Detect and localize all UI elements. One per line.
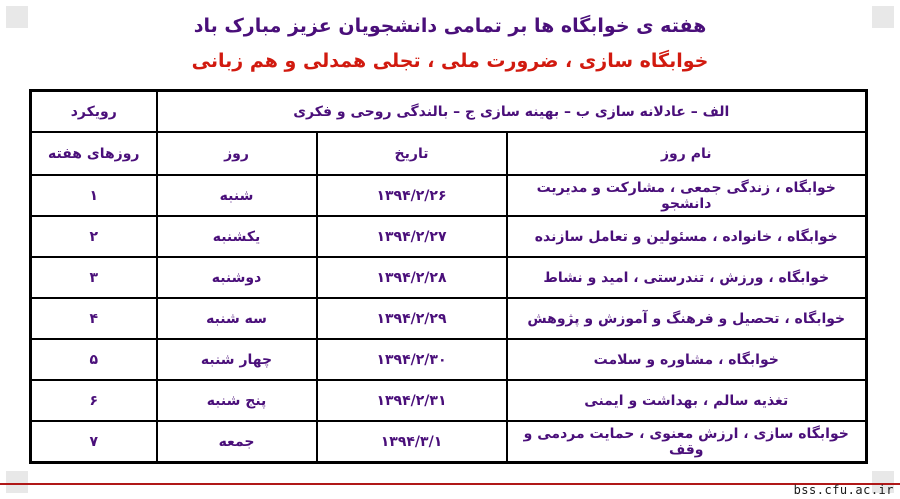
cell-num: ۱: [31, 175, 157, 216]
cell-day: یکشنبه: [157, 216, 317, 257]
cell-date: ۱۳۹۴/۲/۳۱: [317, 380, 507, 421]
table-row: [31, 421, 867, 463]
corner-mark-top-right: [872, 6, 894, 28]
cell-day: دوشنبه: [157, 257, 317, 298]
cell-num: ۶: [31, 380, 157, 421]
cell-name: خوابگاه ، مشاوره و سلامت: [507, 339, 867, 380]
footer-divider: [0, 483, 900, 485]
cell-day: چهار شنبه: [157, 339, 317, 380]
approach-row: [31, 91, 867, 133]
header-day: روز: [157, 132, 317, 175]
cell-num: ۷: [31, 421, 157, 463]
cell-date: ۱۳۹۴/۲/۲۶: [317, 175, 507, 216]
cell-num: ۲: [31, 216, 157, 257]
cell-num: ۵: [31, 339, 157, 380]
cell-date: ۱۳۹۴/۲/۲۸: [317, 257, 507, 298]
cell-day: پنج شنبه: [157, 380, 317, 421]
table-header-row: [31, 132, 867, 175]
cell-name: خوابگاه ، تحصیل و فرهنگ و آموزش و پژوهش: [507, 298, 867, 339]
cell-name: خوابگاه ، ورزش ، تندرستی ، امید و نشاط: [507, 257, 867, 298]
page-title: هفته ی خوابگاه ها بر تمامی دانشجویان عزیز مبارک باد: [193, 15, 707, 37]
table-row: [31, 380, 867, 421]
cell-date: ۱۳۹۴/۲/۳۰: [317, 339, 507, 380]
cell-name: خوابگاه ، خانواده ، مسئولین و تعامل سازنده: [507, 216, 867, 257]
cell-num: ۳: [31, 257, 157, 298]
cell-num: ۴: [31, 298, 157, 339]
cell-day: سه شنبه: [157, 298, 317, 339]
cell-date: ۱۳۹۴/۲/۲۷: [317, 216, 507, 257]
footer: [0, 465, 900, 499]
table-row: [31, 216, 867, 257]
table-row: [31, 298, 867, 339]
header-date: تاریخ: [317, 132, 507, 175]
heading-block: [0, 0, 900, 75]
table-row: [31, 257, 867, 298]
table-row: [31, 339, 867, 380]
header-week-days: روزهای هفته: [31, 132, 157, 175]
header-name: نام روز: [507, 132, 867, 175]
cell-date: ۱۳۹۴/۲/۲۹: [317, 298, 507, 339]
footer-url: bss.cfu.ac.ir: [793, 483, 894, 497]
page-subtitle: خوابگاه سازی ، ضرورت ملی ، تجلی همدلی و هم زبانی: [191, 49, 709, 72]
approach-label-cell: رویکرد: [31, 91, 157, 133]
cell-date: ۱۳۹۴/۳/۱: [317, 421, 507, 463]
approach-text-cell: الف – عادلانه سازی ب – بهینه سازی ج – بالندگی روحی و فکری: [157, 91, 867, 133]
schedule-table-wrapper: [32, 89, 868, 464]
cell-name: خوابگاه ، زندگی جمعی ، مشارکت و مدیریت دانشجو: [507, 175, 867, 216]
cell-name: تغذیه سالم ، بهداشت و ایمنی: [507, 380, 867, 421]
schedule-table: [29, 89, 868, 464]
cell-day: جمعه: [157, 421, 317, 463]
corner-mark-top-left: [6, 6, 28, 28]
cell-name: خوابگاه سازی ، ارزش معنوی ، حمایت مردمی و وقف: [507, 421, 867, 463]
table-row: [31, 175, 867, 216]
cell-day: شنبه: [157, 175, 317, 216]
